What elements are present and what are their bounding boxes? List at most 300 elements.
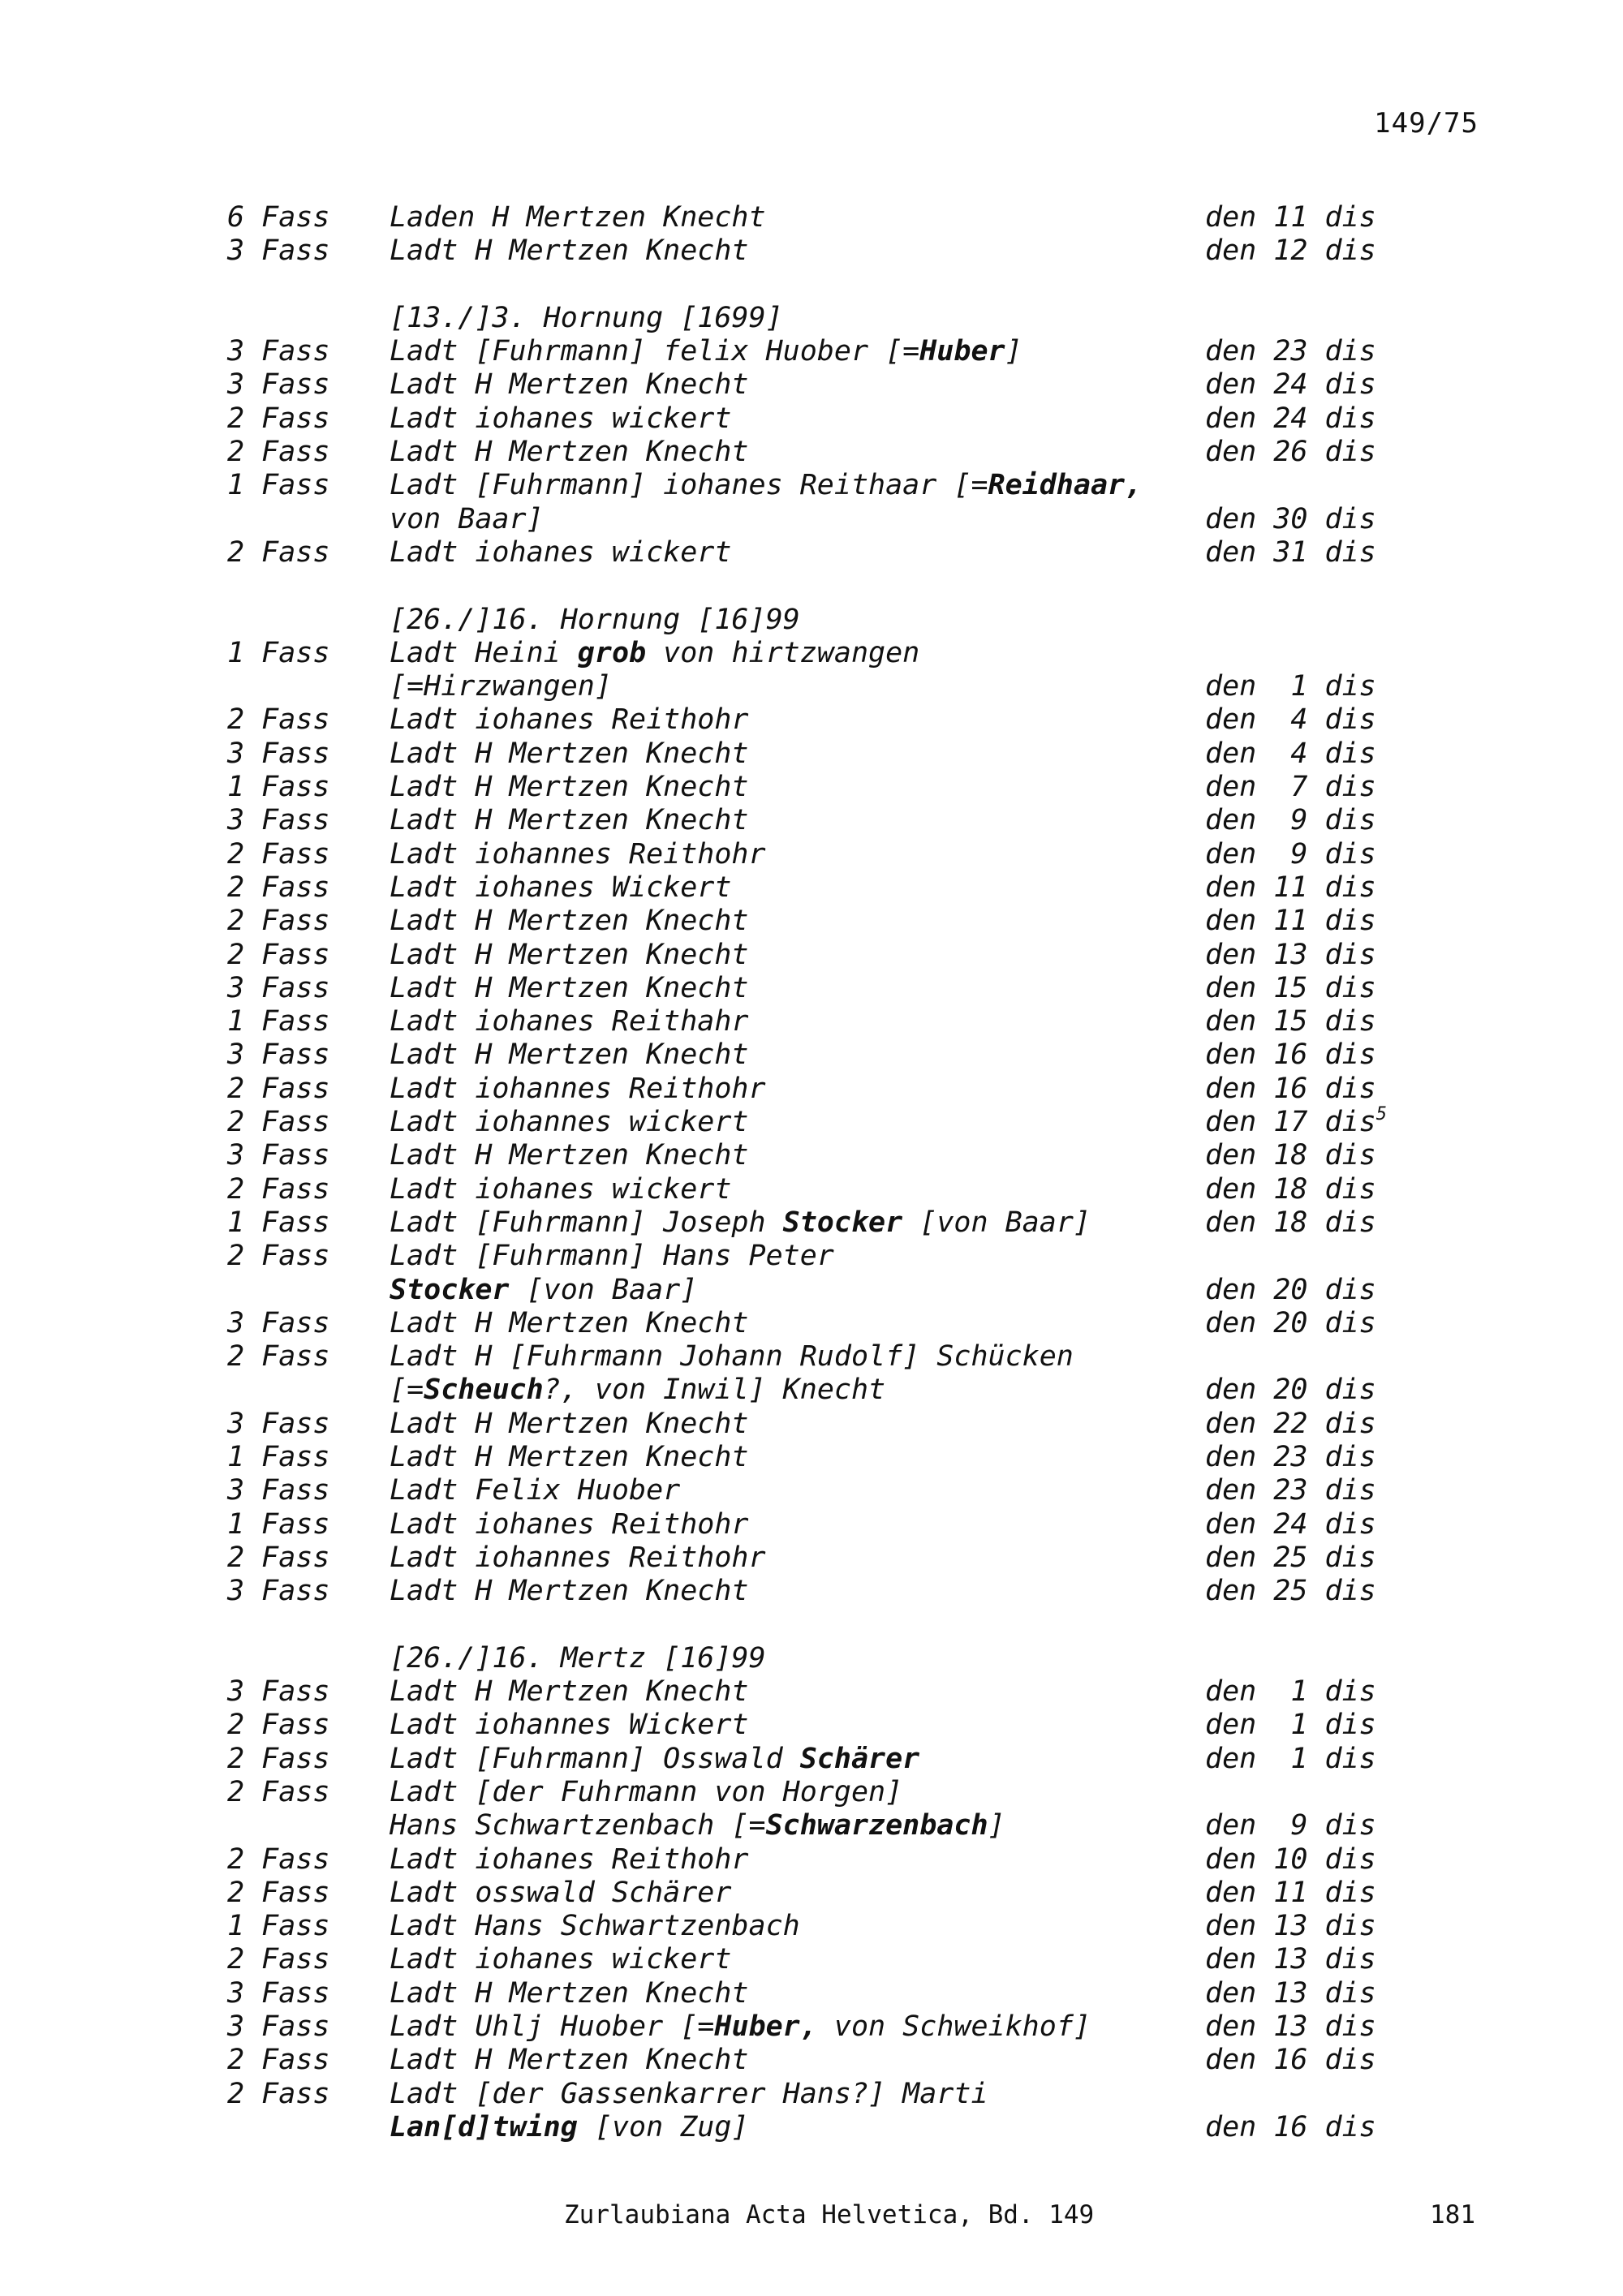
entry-date bbox=[1205, 804, 1376, 837]
entry-date bbox=[1205, 1106, 1387, 1139]
entry-text bbox=[390, 1943, 731, 1976]
text-fragment: Ladt H Mertzen Knecht bbox=[390, 938, 749, 971]
text-fragment: Ladt [Fuhrmann] Joseph bbox=[390, 1206, 783, 1239]
ledger-row bbox=[227, 1910, 1428, 1943]
entry-date bbox=[1205, 201, 1376, 234]
quantity: 3 Fass bbox=[227, 1038, 330, 1072]
date-text: den 16 dis bbox=[1205, 2044, 1376, 2077]
quantity: 2 Fass bbox=[227, 1742, 330, 1775]
ledger-row bbox=[227, 804, 1428, 837]
text-fragment: Ladt [Fuhrmann] Hans Peter bbox=[390, 1240, 834, 1273]
text-fragment: Ladt H Mertzen Knecht bbox=[390, 1139, 749, 1172]
date-text: den 10 dis bbox=[1205, 1842, 1376, 1876]
entry-text bbox=[390, 804, 749, 837]
entry-text bbox=[390, 469, 1142, 502]
page-number: 149/75 bbox=[1374, 107, 1479, 140]
quantity: 3 Fass bbox=[227, 1575, 330, 1608]
date-text: den 13 dis bbox=[1205, 2010, 1376, 2044]
entry-text bbox=[390, 368, 749, 402]
date-text: den 9 dis bbox=[1205, 804, 1376, 837]
entry-text bbox=[390, 1441, 749, 1474]
ledger-row bbox=[227, 1709, 1428, 1742]
text-fragment: Ladt iohanes Reithohr bbox=[390, 703, 749, 737]
footer-title: Zurlaubiana Acta Helvetica, Bd. 149 bbox=[564, 2200, 1095, 2229]
text-fragment: Ladt H Mertzen Knecht bbox=[390, 2044, 749, 2077]
date-text: den 24 dis bbox=[1205, 368, 1376, 402]
entry-date bbox=[1205, 1408, 1376, 1441]
date-text: den 18 dis bbox=[1205, 1206, 1376, 1239]
date-text: den 11 dis bbox=[1205, 871, 1376, 904]
date-text: den 26 dis bbox=[1205, 436, 1376, 469]
ledger-row bbox=[227, 1307, 1428, 1340]
quantity: 2 Fass bbox=[227, 535, 330, 569]
quantity: 1 Fass bbox=[227, 1507, 330, 1541]
quantity: 2 Fass bbox=[227, 436, 330, 469]
ledger-row bbox=[227, 402, 1428, 436]
quantity: 3 Fass bbox=[227, 234, 330, 268]
entry-text bbox=[390, 1743, 919, 1776]
text-fragment: ] bbox=[1005, 335, 1022, 368]
entry-text bbox=[390, 905, 749, 938]
date-text: den 13 dis bbox=[1205, 938, 1376, 971]
quantity: 2 Fass bbox=[227, 703, 330, 737]
quantity: 1 Fass bbox=[227, 469, 330, 502]
text-fragment: Ladt iohanes Reithohr bbox=[390, 1507, 749, 1541]
text-fragment: von Schweikhof] bbox=[816, 2010, 1091, 2044]
text-fragment: Ladt iohanes wickert bbox=[390, 402, 732, 435]
entry-text bbox=[390, 1776, 902, 1809]
text-fragment: Ladt H Mertzen Knecht bbox=[390, 1575, 749, 1608]
quantity: 3 Fass bbox=[227, 804, 330, 837]
bold-name: Lan[d]twing bbox=[390, 2110, 578, 2143]
entry-date bbox=[1205, 1541, 1376, 1575]
date-text: den 11 dis bbox=[1205, 905, 1376, 938]
quantity: 3 Fass bbox=[227, 1139, 330, 1172]
quantity: 3 Fass bbox=[227, 1474, 330, 1507]
entry-text bbox=[390, 1508, 749, 1541]
quantity: 2 Fass bbox=[227, 1709, 330, 1742]
entry-text bbox=[390, 1575, 749, 1608]
quantity: 1 Fass bbox=[227, 771, 330, 804]
text-fragment: [= bbox=[390, 1374, 424, 1407]
date-text: den 15 dis bbox=[1205, 971, 1376, 1004]
text-fragment: Ladt [Fuhrmann] felix Huober [= bbox=[390, 335, 920, 368]
date-text: den 4 dis bbox=[1205, 703, 1376, 737]
bold-name: Reidhaar, bbox=[988, 469, 1143, 502]
text-fragment: Ladt [der Fuhrmann von Horgen] bbox=[390, 1775, 903, 1808]
entry-text bbox=[390, 402, 731, 436]
ledger-row bbox=[227, 1977, 1428, 2010]
entry-text bbox=[390, 201, 766, 234]
quantity: 2 Fass bbox=[227, 1106, 330, 1139]
entry-date bbox=[1205, 1374, 1376, 1407]
entry-date bbox=[1205, 1307, 1376, 1340]
date-text: den 11 dis bbox=[1205, 201, 1376, 234]
ledger-row bbox=[227, 1206, 1428, 1240]
text-fragment: [26./]16. Hornung [16]99 bbox=[390, 603, 800, 636]
text-fragment: von hirtzwangen bbox=[646, 636, 920, 669]
entry-date bbox=[1205, 1675, 1376, 1709]
entry-text bbox=[390, 2111, 749, 2144]
spacer-row bbox=[227, 269, 1428, 302]
date-text: den 20 dis bbox=[1205, 1273, 1376, 1306]
ledger-row bbox=[227, 871, 1428, 905]
ledger-row bbox=[227, 637, 1428, 670]
quantity: 2 Fass bbox=[227, 1172, 330, 1206]
entry-date bbox=[1205, 1743, 1376, 1776]
text-fragment: Ladt Heini bbox=[390, 636, 578, 669]
ledger-row bbox=[227, 1776, 1428, 1809]
quantity: 1 Fass bbox=[227, 1005, 330, 1038]
quantity: 1 Fass bbox=[227, 1910, 330, 1943]
ledger-row bbox=[227, 838, 1428, 871]
ledger-row bbox=[227, 1240, 1428, 1273]
quantity: 2 Fass bbox=[227, 1072, 330, 1105]
text-fragment: ?, von Inwil] Knecht bbox=[543, 1374, 886, 1407]
ledger-row bbox=[227, 670, 1428, 703]
entry-text bbox=[390, 1877, 731, 1910]
ledger-row bbox=[227, 1474, 1428, 1507]
quantity: 1 Fass bbox=[227, 1206, 330, 1239]
entry-text bbox=[390, 1073, 766, 1106]
text-fragment: Ladt iohanes Reithahr bbox=[390, 1005, 749, 1038]
quantity: 2 Fass bbox=[227, 1541, 330, 1574]
date-text: den 25 dis bbox=[1205, 1575, 1376, 1608]
entry-date bbox=[1205, 1474, 1376, 1507]
ledger-row bbox=[227, 1943, 1428, 1976]
date-text: den 15 dis bbox=[1205, 1005, 1376, 1038]
entry-text bbox=[390, 737, 749, 771]
text-fragment: Ladt [Fuhrmann] iohanes Reithaar [= bbox=[390, 469, 988, 502]
text-fragment: Ladt H Mertzen Knecht bbox=[390, 436, 749, 469]
ledger-row bbox=[227, 368, 1428, 402]
entry-date bbox=[1205, 1943, 1376, 1976]
entry-text bbox=[390, 1809, 1005, 1842]
entry-date bbox=[1205, 771, 1376, 804]
quantity: 2 Fass bbox=[227, 2077, 330, 2110]
spacer-row bbox=[227, 1608, 1428, 1641]
entry-date bbox=[1205, 1877, 1376, 1910]
date-text: den 18 dis bbox=[1205, 1172, 1376, 1206]
text-fragment: Ladt iohannes wickert bbox=[390, 1106, 749, 1139]
ledger-row bbox=[227, 201, 1428, 234]
entry-text bbox=[390, 503, 544, 536]
quantity: 3 Fass bbox=[227, 1675, 330, 1709]
entry-text bbox=[390, 1106, 749, 1139]
entry-date bbox=[1205, 1910, 1376, 1943]
text-fragment: Hans Schwartzenbach [= bbox=[390, 1809, 766, 1842]
entry-date bbox=[1205, 1441, 1376, 1474]
text-fragment: Ladt iohannes Reithohr bbox=[390, 1541, 766, 1574]
quantity: 2 Fass bbox=[227, 1943, 330, 1976]
entry-text bbox=[390, 637, 919, 670]
entry-text bbox=[390, 436, 749, 469]
entry-text bbox=[390, 1408, 749, 1441]
entry-text bbox=[390, 604, 800, 637]
text-fragment: Ladt H Mertzen Knecht bbox=[390, 1976, 749, 2010]
quantity: 3 Fass bbox=[227, 1306, 330, 1339]
ledger-row bbox=[227, 436, 1428, 469]
quantity: 2 Fass bbox=[227, 871, 330, 904]
entry-date bbox=[1205, 1274, 1376, 1307]
quantity: 2 Fass bbox=[227, 1775, 330, 1808]
entry-date bbox=[1205, 1005, 1376, 1038]
ledger-row bbox=[227, 1408, 1428, 1441]
quantity: 3 Fass bbox=[227, 368, 330, 402]
entry-text bbox=[390, 2010, 1091, 2044]
text-fragment: Ladt iohanes wickert bbox=[390, 535, 732, 569]
text-fragment: Ladt H Mertzen Knecht bbox=[390, 1440, 749, 1473]
date-text: den 12 dis bbox=[1205, 234, 1376, 268]
entry-date bbox=[1205, 939, 1376, 972]
ledger-row bbox=[227, 737, 1428, 771]
date-text: den 1 dis bbox=[1205, 1742, 1376, 1775]
entry-date bbox=[1205, 838, 1376, 871]
entry-date bbox=[1205, 1508, 1376, 1541]
text-fragment: Ladt H [Fuhrmann Johann Rudolf] Schücken bbox=[390, 1340, 1074, 1374]
bold-name: grob bbox=[577, 636, 647, 669]
entry-date bbox=[1205, 1843, 1376, 1877]
entry-date bbox=[1205, 2111, 1376, 2144]
date-text: den 30 dis bbox=[1205, 502, 1376, 535]
entry-text bbox=[390, 1977, 749, 2010]
quantity: 3 Fass bbox=[227, 971, 330, 1004]
footer-page-number: 181 bbox=[1430, 2200, 1475, 2229]
ledger-row bbox=[227, 1374, 1428, 1407]
date-text: den 9 dis bbox=[1205, 1809, 1376, 1842]
entry-date bbox=[1205, 1575, 1376, 1608]
entry-text bbox=[390, 1307, 749, 1340]
date-text: den 22 dis bbox=[1205, 1407, 1376, 1440]
text-fragment: Ladt iohanes wickert bbox=[390, 1943, 732, 1976]
ledger-row bbox=[227, 1106, 1428, 1139]
entry-date bbox=[1205, 368, 1376, 402]
ledger-row bbox=[227, 703, 1428, 737]
entry-text bbox=[390, 1709, 749, 1742]
ledger-row bbox=[227, 234, 1428, 268]
quantity: 3 Fass bbox=[227, 1976, 330, 2010]
entry-date bbox=[1205, 1709, 1376, 1742]
quantity: 6 Fass bbox=[227, 201, 330, 234]
entry-text bbox=[390, 670, 612, 703]
entry-date bbox=[1205, 1073, 1376, 1106]
ledger-row bbox=[227, 1541, 1428, 1575]
date-text: den 20 dis bbox=[1205, 1306, 1376, 1339]
ledger-row bbox=[227, 2010, 1428, 2044]
date-text: den 25 dis bbox=[1205, 1541, 1376, 1574]
ledger-row bbox=[227, 1809, 1428, 1842]
text-fragment: Ladt osswald Schärer bbox=[390, 1876, 732, 1909]
entry-text bbox=[390, 1541, 766, 1575]
footnote-marker: 5 bbox=[1375, 1104, 1387, 1125]
entry-date bbox=[1205, 234, 1376, 268]
text-fragment: Ladt iohannes Reithohr bbox=[390, 1072, 766, 1105]
bold-name: Stocker bbox=[782, 1206, 903, 1239]
date-text: den 11 dis bbox=[1205, 1876, 1376, 1909]
quantity: 2 Fass bbox=[227, 2044, 330, 2077]
entry-date bbox=[1205, 2044, 1376, 2077]
entry-text bbox=[390, 939, 749, 972]
entry-text bbox=[390, 2078, 988, 2111]
date-text: den 16 dis bbox=[1205, 1038, 1376, 1072]
text-fragment: [=Hirzwangen] bbox=[390, 670, 612, 703]
ledger-row bbox=[227, 972, 1428, 1005]
ledger bbox=[227, 201, 1428, 2144]
ledger-row bbox=[227, 1340, 1428, 1374]
ledger-row bbox=[227, 1441, 1428, 1474]
quantity: 2 Fass bbox=[227, 905, 330, 938]
entry-text bbox=[390, 2044, 749, 2077]
date-text: den 24 dis bbox=[1205, 1507, 1376, 1541]
entry-text bbox=[390, 234, 749, 268]
entry-text bbox=[390, 972, 749, 1005]
date-text: den 18 dis bbox=[1205, 1139, 1376, 1172]
date-text: den 23 dis bbox=[1205, 1474, 1376, 1507]
ledger-row bbox=[227, 1005, 1428, 1038]
date-text: den 13 dis bbox=[1205, 1943, 1376, 1976]
date-text: den 24 dis bbox=[1205, 402, 1376, 435]
date-text: den 9 dis bbox=[1205, 837, 1376, 871]
entry-date bbox=[1205, 871, 1376, 905]
ledger-row bbox=[227, 1575, 1428, 1608]
entry-text bbox=[390, 1642, 766, 1675]
ledger-row bbox=[227, 536, 1428, 570]
text-fragment: Ladt H Mertzen Knecht bbox=[390, 737, 749, 770]
ledger-row bbox=[227, 2044, 1428, 2077]
entry-text bbox=[390, 536, 731, 570]
date-text: den 1 dis bbox=[1205, 1709, 1376, 1742]
date-text: den 17 dis bbox=[1205, 1106, 1376, 1139]
ledger-row bbox=[227, 1139, 1428, 1172]
entry-date bbox=[1205, 737, 1376, 771]
entry-date bbox=[1205, 1038, 1376, 1072]
ledger-row bbox=[227, 2078, 1428, 2111]
text-fragment: Ladt H Mertzen Knecht bbox=[390, 1407, 749, 1440]
entry-date bbox=[1205, 1139, 1376, 1172]
date-text: den 20 dis bbox=[1205, 1374, 1376, 1407]
quantity: 2 Fass bbox=[227, 1240, 330, 1273]
text-fragment: Ladt H Mertzen Knecht bbox=[390, 234, 749, 268]
text-fragment: Ladt H Mertzen Knecht bbox=[390, 804, 749, 837]
quantity: 2 Fass bbox=[227, 938, 330, 971]
entry-date bbox=[1205, 436, 1376, 469]
text-fragment: Ladt H Mertzen Knecht bbox=[390, 1675, 749, 1709]
date-text: den 1 dis bbox=[1205, 670, 1376, 703]
date-text: den 16 dis bbox=[1205, 2110, 1376, 2143]
ledger-row bbox=[227, 335, 1428, 368]
ledger-row bbox=[227, 1877, 1428, 1910]
text-fragment: Ladt [Fuhrmann] Osswald bbox=[390, 1742, 800, 1775]
ledger-row bbox=[227, 771, 1428, 804]
ledger-row bbox=[227, 1675, 1428, 1709]
quantity: 2 Fass bbox=[227, 1340, 330, 1374]
entry-date bbox=[1205, 1206, 1376, 1240]
text-fragment: [von Zug] bbox=[577, 2110, 749, 2143]
text-fragment: Ladt [der Gassenkarrer Hans?] Marti bbox=[390, 2077, 988, 2110]
text-fragment: Ladt Hans Schwartzenbach bbox=[390, 1910, 800, 1943]
bold-name: Schwarzenbach bbox=[765, 1809, 988, 1842]
ledger-row bbox=[227, 939, 1428, 972]
quantity: 3 Fass bbox=[227, 737, 330, 770]
text-fragment: Ladt iohanes Reithohr bbox=[390, 1842, 749, 1876]
entry-text bbox=[390, 1675, 749, 1709]
date-text: den 4 dis bbox=[1205, 737, 1376, 770]
date-text: den 13 dis bbox=[1205, 1910, 1376, 1943]
date-text: den 16 dis bbox=[1205, 1072, 1376, 1105]
text-fragment: Ladt H Mertzen Knecht bbox=[390, 368, 749, 402]
ledger-row bbox=[227, 1173, 1428, 1206]
ledger-row bbox=[227, 1743, 1428, 1776]
text-fragment: Laden H Mertzen Knecht bbox=[390, 201, 766, 234]
entry-text bbox=[390, 1139, 749, 1172]
entry-text bbox=[390, 1206, 1091, 1240]
text-fragment: Ladt H Mertzen Knecht bbox=[390, 1038, 749, 1072]
ledger-row bbox=[227, 604, 1428, 637]
entry-date bbox=[1205, 670, 1376, 703]
text-fragment: ] bbox=[988, 1809, 1005, 1842]
text-fragment: Ladt iohanes wickert bbox=[390, 1172, 732, 1206]
entry-text bbox=[390, 1910, 800, 1943]
quantity: 2 Fass bbox=[227, 1842, 330, 1876]
bold-name: Schärer bbox=[799, 1742, 920, 1775]
quantity: 1 Fass bbox=[227, 1440, 330, 1473]
bold-name: Scheuch bbox=[424, 1374, 544, 1407]
entry-text bbox=[390, 1374, 885, 1407]
text-fragment: Ladt H Mertzen Knecht bbox=[390, 905, 749, 938]
quantity: 1 Fass bbox=[227, 636, 330, 669]
date-text: den 23 dis bbox=[1205, 335, 1376, 368]
ledger-row bbox=[227, 1073, 1428, 1106]
date-text: den 31 dis bbox=[1205, 535, 1376, 569]
ledger-row bbox=[227, 1508, 1428, 1541]
entry-date bbox=[1205, 1809, 1376, 1842]
text-fragment: [13./]3. Hornung [1699] bbox=[390, 301, 783, 334]
text-fragment: Ladt H Mertzen Knecht bbox=[390, 771, 749, 804]
quantity: 2 Fass bbox=[227, 402, 330, 435]
spacer-row bbox=[227, 570, 1428, 603]
text-fragment: [26./]16. Mertz [16]99 bbox=[390, 1641, 766, 1675]
entry-date bbox=[1205, 536, 1376, 570]
entry-text bbox=[390, 1240, 834, 1273]
ledger-row bbox=[227, 1843, 1428, 1877]
entry-date bbox=[1205, 972, 1376, 1005]
entry-date bbox=[1205, 1977, 1376, 2010]
ledger-row bbox=[227, 1274, 1428, 1307]
quantity: 2 Fass bbox=[227, 837, 330, 871]
entry-text bbox=[390, 1340, 1074, 1374]
entry-text bbox=[390, 871, 731, 905]
ledger-row bbox=[227, 503, 1428, 536]
entry-text bbox=[390, 335, 1022, 368]
ledger-row bbox=[227, 905, 1428, 938]
entry-text bbox=[390, 302, 783, 335]
ledger-row bbox=[227, 302, 1428, 335]
entry-text bbox=[390, 771, 749, 804]
entry-text bbox=[390, 1274, 697, 1307]
date-text: den 13 dis bbox=[1205, 1976, 1376, 2010]
entry-date bbox=[1205, 335, 1376, 368]
entry-date bbox=[1205, 402, 1376, 436]
ledger-row bbox=[227, 1038, 1428, 1072]
text-fragment: [von Baar] bbox=[902, 1206, 1091, 1239]
text-fragment: [von Baar] bbox=[509, 1273, 698, 1306]
entry-text bbox=[390, 1038, 749, 1072]
text-fragment: Ladt H Mertzen Knecht bbox=[390, 1306, 749, 1339]
text-fragment: Ladt Uhlj Huober [= bbox=[390, 2010, 715, 2044]
ledger-row bbox=[227, 2111, 1428, 2144]
entry-text bbox=[390, 838, 766, 871]
date-text: den 7 dis bbox=[1205, 771, 1376, 804]
